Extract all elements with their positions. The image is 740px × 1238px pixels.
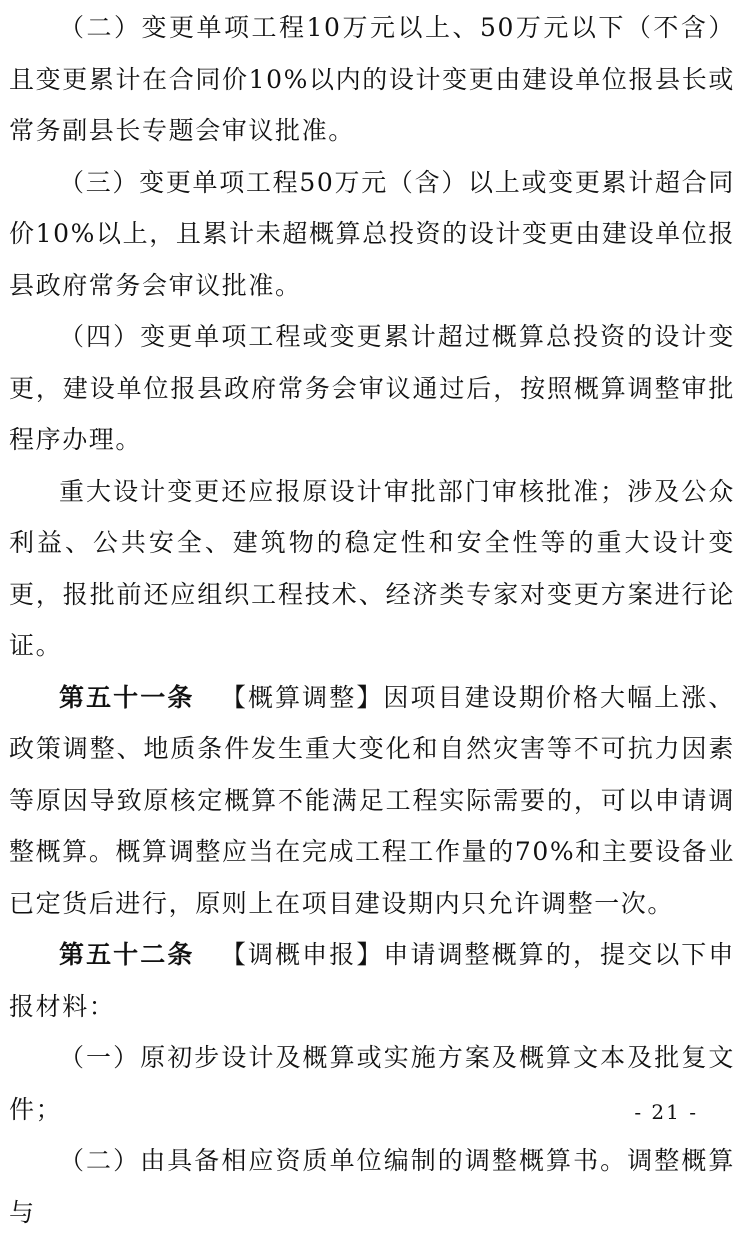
paragraph-item-2: （二）变更单项工程10万元以上、50万元以下（不含）且变更累计在合同价10%以内的设计变更由建设单位报县长或常务副县长专题会审议批准。	[9, 13, 735, 145]
article-51-text: 【概算调整】因项目建设期价格大幅上涨、政策调整、地质条件发生重大变化和自然灾害等不可抗力因素等原因导致原核定概算不能满足工程实际需要的，可以申请调整概算。概算调整应当在完成工程工作量的70%和主要设备业已定货后进行，原则上在项目建设期内只允许调整一次。	[9, 682, 735, 918]
page-number: - 21 -	[634, 1100, 698, 1124]
article-52-item-1: （一）原初步设计及概算或实施方案及概算文本及批复文件；	[9, 1043, 735, 1124]
paragraph-major-change: 重大设计变更还应报原设计审批部门审核批准；涉及公众利益、公共安全、建筑物的稳定性和安全性等的重大设计变更，报批前还应组织工程技术、经济类专家对变更方案进行论证。	[9, 476, 735, 660]
document-body	[9, 2, 735, 1238]
paragraph-item-4: （四）变更单项工程或变更累计超过概算总投资的设计变更，建设单位报县政府常务会审议通过后，按照概算调整审批程序办理。	[9, 322, 735, 454]
article-52-number: 第五十二条	[59, 940, 195, 969]
paragraph-item-3: （三）变更单项工程50万元（含）以上或变更累计超合同价10%以上，且累计未超概算总投资的设计变更由建设单位报县政府常务会审议批准。	[9, 167, 735, 300]
article-52-text: 【调概申报】申请调整概算的，提交以下申报材料：	[9, 940, 735, 1021]
article-52	[9, 929, 735, 1032]
article-51	[9, 672, 735, 930]
article-52-item-2: （二）由具备相应资质单位编制的调整概算书。调整概算与	[9, 1146, 735, 1227]
article-51-number: 第五十一条	[59, 682, 195, 712]
